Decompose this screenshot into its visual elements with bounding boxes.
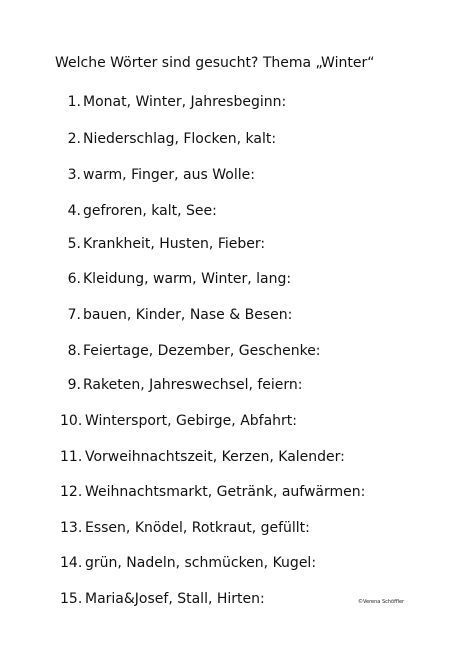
question-text: Raketen, Jahreswechsel, feiern: (83, 377, 303, 393)
question-number: 4. (67, 203, 81, 219)
question-text: Wintersport, Gebirge, Abfahrt: (85, 413, 298, 429)
question-text: Vorweihnachtszeit, Kerzen, Kalender: (85, 449, 345, 465)
question-number: 1. (67, 94, 81, 110)
question-number: 11. (60, 449, 83, 465)
question-item (0, 447, 400, 467)
question-number: 7. (67, 307, 81, 323)
question-number: 12. (60, 484, 83, 500)
question-item (0, 92, 400, 112)
question-number: 8. (67, 343, 81, 359)
question-item (0, 269, 400, 289)
question-item (0, 518, 400, 538)
question-text: warm, Finger, aus Wolle: (83, 167, 255, 183)
question-item (0, 201, 400, 221)
question-item (0, 411, 400, 431)
question-number: 5. (67, 236, 81, 252)
question-text: grün, Nadeln, schmücken, Kugel: (85, 555, 317, 571)
question-text: Kleidung, warm, Winter, lang: (83, 271, 292, 287)
question-text: Niederschlag, Flocken, kalt: (83, 131, 277, 147)
question-item (0, 234, 400, 254)
question-text: Essen, Knödel, Rotkraut, gefüllt: (85, 520, 310, 536)
question-text: Monat, Winter, Jahresbeginn: (83, 94, 287, 110)
question-text: Maria&Josef, Stall, Hirten: (85, 591, 265, 607)
question-item (0, 482, 400, 502)
question-item (0, 589, 400, 609)
copyright-notice: ©Verena Schöffler (358, 599, 405, 605)
question-number: 3. (67, 167, 81, 183)
question-number: 6. (67, 271, 81, 287)
question-item (0, 129, 400, 149)
question-item (0, 375, 400, 395)
question-text: bauen, Kinder, Nase & Besen: (83, 307, 293, 323)
question-item (0, 341, 400, 361)
question-text: Weihnachtsmarkt, Getränk, aufwärmen: (85, 484, 366, 500)
question-text: Feiertage, Dezember, Geschenke: (83, 343, 321, 359)
question-number: 14. (60, 555, 83, 571)
worksheet-title: Welche Wörter sind gesucht? Thema „Winter“ (55, 55, 375, 71)
question-item (0, 553, 400, 573)
question-text: gefroren, kalt, See: (83, 203, 217, 219)
question-text: Krankheit, Husten, Fieber: (83, 236, 266, 252)
question-item (0, 165, 400, 185)
question-number: 15. (60, 591, 83, 607)
question-number: 13. (60, 520, 83, 536)
question-number: 9. (67, 377, 81, 393)
question-number: 2. (67, 131, 81, 147)
question-item (0, 305, 400, 325)
question-number: 10. (60, 413, 83, 429)
